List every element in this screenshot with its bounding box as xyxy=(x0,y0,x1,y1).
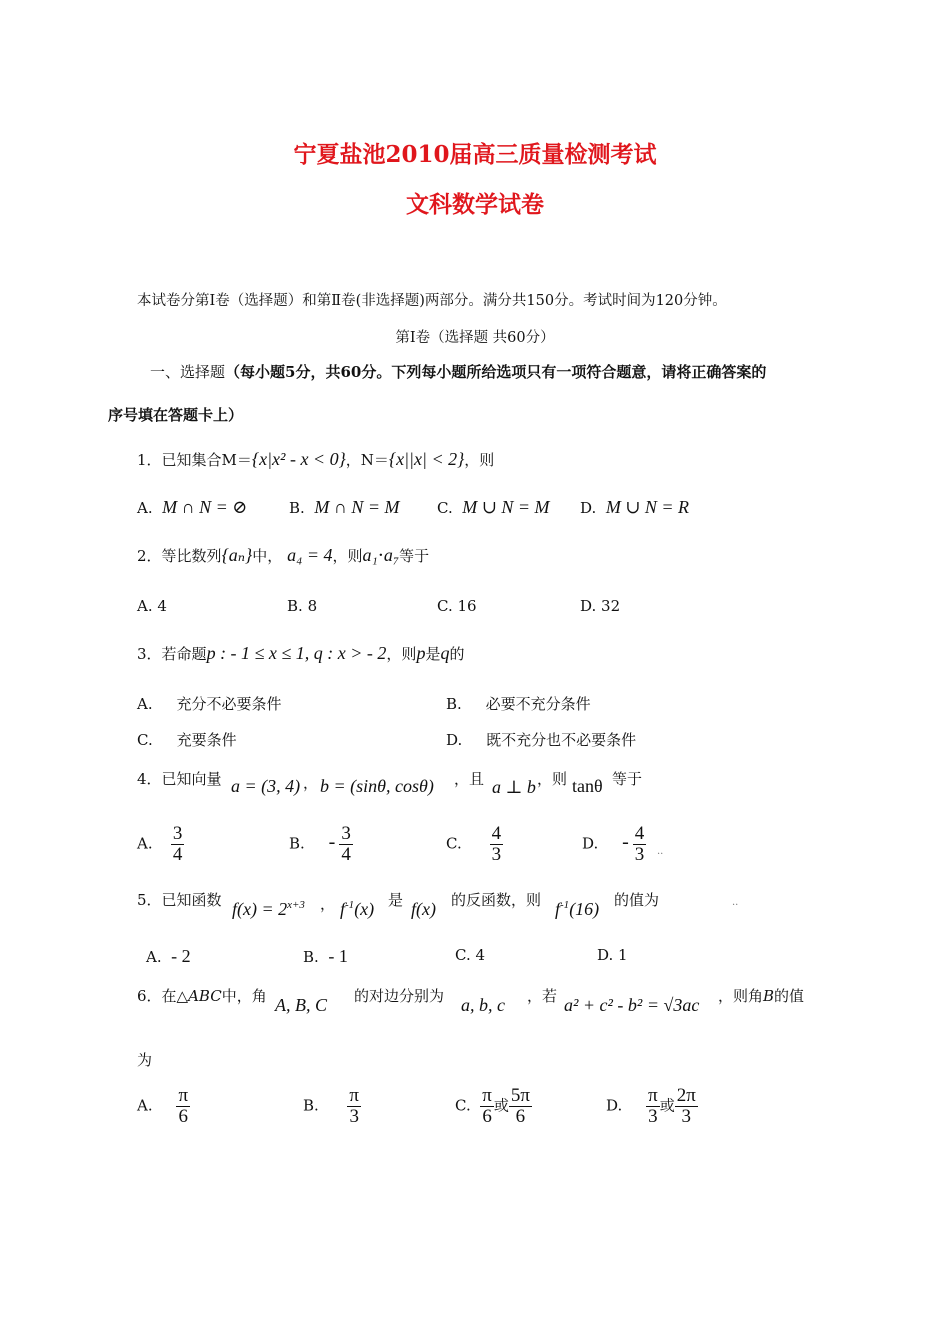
option-value: 4 xyxy=(475,946,486,964)
function-exponent: x+3 xyxy=(287,899,305,911)
option-label: C. xyxy=(446,834,462,853)
question-2-option-c xyxy=(437,597,477,615)
question-3-stem xyxy=(137,643,464,664)
fraction xyxy=(480,1086,494,1127)
question-5-option-d xyxy=(597,946,628,964)
sides-formula: a, b, c xyxy=(461,995,505,1015)
question-number: 2． xyxy=(137,547,162,565)
question-2-stem xyxy=(137,545,429,566)
angles-formula: A, B, C xyxy=(275,995,327,1015)
function-symbol: f xyxy=(555,899,561,919)
question-1-option-d xyxy=(580,497,689,518)
fraction-denominator: 3 xyxy=(347,1106,361,1127)
fraction xyxy=(171,824,185,865)
option-label: A. xyxy=(137,834,153,853)
question-3-option-b xyxy=(446,693,591,714)
question-text: 中， xyxy=(252,547,283,565)
fraction xyxy=(633,824,647,865)
question-4-stem-part1 xyxy=(137,768,222,789)
fraction xyxy=(176,1086,190,1127)
question-text: ，若 xyxy=(527,987,558,1005)
or-word: 或 xyxy=(659,1096,675,1115)
question-3-option-c xyxy=(137,729,237,750)
question-2-option-a xyxy=(137,597,167,615)
option-label: D. xyxy=(582,834,599,853)
option-label: D. xyxy=(580,597,597,615)
question-1-option-b xyxy=(289,497,399,518)
exam-subtitle: 文科数学试卷 xyxy=(406,191,544,218)
question-text: ，N＝ xyxy=(345,451,389,469)
question-text: ，则 xyxy=(332,547,363,565)
question-text: ，则 xyxy=(464,451,495,469)
option-value: 1 xyxy=(618,946,628,964)
fraction-denominator: 3 xyxy=(675,1106,698,1127)
part-heading-prefix: 一、选择题 xyxy=(150,363,226,381)
fraction-denominator: 6 xyxy=(176,1106,190,1127)
option-label: B. xyxy=(446,695,462,713)
fraction-numerator: 4 xyxy=(634,823,645,844)
option-formula: M ∩ N = ⊘ xyxy=(162,497,248,517)
question-4-option-b xyxy=(289,824,353,865)
vector-a-formula: a = (3, 4) xyxy=(231,776,301,796)
question-2-option-b xyxy=(287,597,317,615)
question-number: 5． xyxy=(137,891,162,909)
function-argument: (x) xyxy=(354,899,375,919)
minus-sign: - xyxy=(622,831,629,854)
option-text: 32 xyxy=(601,597,621,615)
question-text: 是 xyxy=(425,645,441,663)
option-text: 充要条件 xyxy=(176,731,237,749)
question-text: 等于 xyxy=(399,547,430,565)
question-number: 1． xyxy=(137,451,162,469)
question-3-option-a xyxy=(137,693,281,714)
question-text: 等比数列 xyxy=(161,547,222,565)
question-1-stem xyxy=(137,449,494,470)
fraction-numerator: 3 xyxy=(341,823,351,844)
fraction-denominator: 3 xyxy=(491,843,502,865)
minus-sign: - xyxy=(328,831,336,854)
question-text: ， xyxy=(320,895,336,913)
fraction-denominator: 6 xyxy=(509,1106,532,1127)
option-label: B. xyxy=(289,499,305,517)
question-text: ， xyxy=(303,774,319,792)
function-argument: (16) xyxy=(569,899,600,919)
vector-b-formula: b = (sinθ, cosθ) xyxy=(320,776,434,796)
or-word: 或 xyxy=(493,1096,509,1115)
option-label: D. xyxy=(580,499,597,517)
inverse-exponent: -1 xyxy=(560,899,570,911)
option-formula: M ∩ N = M xyxy=(314,497,400,517)
function-base: f(x) = 2 xyxy=(232,899,288,919)
set-n-formula: {x||x| < 2} xyxy=(388,449,465,469)
question-text: ，则 xyxy=(537,770,568,788)
option-label: A. xyxy=(137,597,153,615)
option-label: A. xyxy=(146,948,162,966)
question-text: 等于 xyxy=(612,770,643,788)
option-label: C. xyxy=(455,946,471,964)
sequence-formula: {aₙ} xyxy=(221,545,253,565)
fraction-numerator: π xyxy=(648,1085,658,1106)
question-number: 3． xyxy=(137,645,162,663)
question-2-option-d xyxy=(580,597,620,615)
section-title: 第Ⅰ卷（选择题 共60分） xyxy=(395,330,555,346)
question-text: ，则 xyxy=(386,645,417,663)
question-text: 的值为 xyxy=(614,891,660,909)
question-6-option-b xyxy=(303,1086,361,1127)
question-4-option-c xyxy=(446,824,503,865)
question-text: 是 xyxy=(388,891,404,909)
stray-mark: .. xyxy=(657,846,664,857)
fraction-denominator: 4 xyxy=(341,843,351,865)
fraction-numerator: 5π xyxy=(510,1085,530,1106)
option-text: 4 xyxy=(157,597,167,615)
option-label: C. xyxy=(437,499,453,517)
exam-title: 宁夏盐池2010届高三质量检测考试 xyxy=(293,141,657,168)
question-number: 6． xyxy=(137,987,162,1005)
proposition-formula: p : - 1 ≤ x ≤ 1, q : x > - 2 xyxy=(206,643,387,663)
fraction-numerator: 3 xyxy=(172,823,183,844)
fraction xyxy=(675,1086,698,1127)
fraction-numerator: 4 xyxy=(491,823,502,844)
question-6-option-d xyxy=(606,1086,698,1127)
question-number: 4． xyxy=(137,770,162,788)
p-symbol: p xyxy=(416,643,426,663)
function-symbol: f xyxy=(340,899,346,919)
question-text: 若命题 xyxy=(161,645,207,663)
fraction-denominator: 6 xyxy=(480,1106,494,1127)
question-text: 中，角 xyxy=(221,987,267,1005)
question-text: ，则角 xyxy=(718,987,764,1005)
tangent-formula: tanθ xyxy=(572,776,603,796)
option-label: D. xyxy=(597,946,614,964)
question-1-option-a xyxy=(137,497,247,518)
q-symbol: q xyxy=(440,643,450,663)
fraction xyxy=(339,824,353,865)
inverse-function-formula xyxy=(340,899,374,920)
question-text: 的反函数，则 xyxy=(451,891,542,909)
part-heading xyxy=(150,361,766,382)
option-label: C. xyxy=(137,731,153,749)
option-text: 既不充分也不必要条件 xyxy=(486,731,637,749)
question-text xyxy=(718,985,804,1006)
fraction-denominator: 3 xyxy=(646,1106,660,1127)
fraction-denominator: 4 xyxy=(172,843,183,865)
option-label: C. xyxy=(455,1096,471,1115)
option-formula: M ∪ N = R xyxy=(605,497,690,517)
option-label: D. xyxy=(446,731,463,749)
fraction xyxy=(646,1086,660,1127)
question-text: 的对边分别为 xyxy=(354,987,445,1005)
question-6-stem xyxy=(137,985,267,1006)
fraction xyxy=(509,1086,532,1127)
inverse-value-formula xyxy=(555,899,599,920)
question-text: 的值 xyxy=(774,987,805,1005)
question-1-option-c xyxy=(437,497,550,518)
option-text: 充分不必要条件 xyxy=(176,695,282,713)
fraction-numerator: π xyxy=(349,1085,359,1106)
question-6-stem-line2: 为 xyxy=(137,1051,153,1069)
angle-b-symbol: B xyxy=(763,987,775,1005)
exam-intro: 本试卷分第Ⅰ卷（选择题）和第Ⅱ卷(非选择题)两部分。满分共150分。考试时间为120分钟。 xyxy=(137,293,727,309)
inverse-exponent: -1 xyxy=(345,899,355,911)
question-5-stem-part1 xyxy=(137,889,222,910)
fraction-denominator: 3 xyxy=(634,843,645,865)
option-label: A. xyxy=(137,499,153,517)
option-text: 必要不充分条件 xyxy=(485,695,591,713)
question-5-option-b xyxy=(303,946,348,967)
question-5-option-a xyxy=(146,946,191,967)
fraction xyxy=(347,1086,361,1127)
triangle-name: ABC xyxy=(188,987,222,1005)
question-6-option-a xyxy=(137,1086,190,1127)
option-label: D. xyxy=(606,1096,623,1115)
question-text: ，且 xyxy=(454,770,485,788)
product-formula: a₁⋅a₇ xyxy=(362,545,400,565)
option-text: 16 xyxy=(457,597,477,615)
option-label: B. xyxy=(287,597,303,615)
question-4-option-d xyxy=(582,824,646,865)
option-label: A. xyxy=(137,1096,153,1115)
condition-formula: a₄ = 4 xyxy=(287,545,333,565)
question-3-option-d xyxy=(446,729,636,750)
option-text: 8 xyxy=(307,597,318,615)
part-heading-instructions: （每小题5分，共60分。下列每小题所给选项只有一项符合题意，请将正确答案的 xyxy=(225,363,767,381)
question-text: 在△ xyxy=(161,987,189,1005)
question-text: 已知集合M＝ xyxy=(161,451,252,469)
option-value: - 2 xyxy=(171,946,191,966)
option-label: A. xyxy=(137,695,153,713)
question-4-option-a xyxy=(137,824,184,865)
fraction-numerator: 2π xyxy=(676,1085,696,1106)
part-heading-line2: 序号填在答题卡上） xyxy=(108,406,244,424)
option-label: B. xyxy=(303,948,319,966)
cosine-condition-formula: a² + c² - b² = √3ac xyxy=(564,995,700,1015)
option-value: - 1 xyxy=(328,946,348,966)
option-label: C. xyxy=(437,597,453,615)
fraction xyxy=(490,824,504,865)
question-text: 已知函数 xyxy=(161,891,222,909)
question-6-option-c xyxy=(455,1086,532,1127)
stray-mark: .. xyxy=(732,897,739,908)
option-label: B. xyxy=(303,1096,319,1115)
perpendicular-formula: a ⊥ b xyxy=(492,777,536,797)
set-m-formula: {x|x² - x < 0} xyxy=(251,449,346,469)
function-formula xyxy=(232,899,305,920)
option-formula: M ∪ N = M xyxy=(462,497,550,517)
fraction-numerator: π xyxy=(482,1085,492,1106)
option-label: B. xyxy=(289,834,305,853)
question-5-option-c xyxy=(455,946,485,964)
function-formula: f(x) xyxy=(411,899,436,919)
fraction-numerator: π xyxy=(178,1085,189,1106)
question-text: 的 xyxy=(449,645,465,663)
question-text: 已知向量 xyxy=(161,770,222,788)
